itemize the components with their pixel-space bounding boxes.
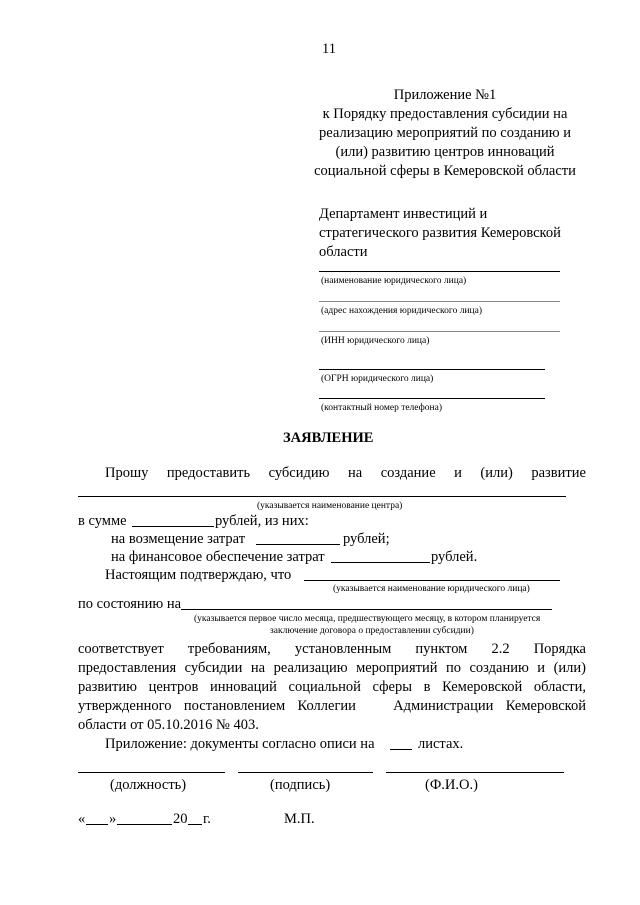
compliance-line-2: предоставления субсидии на реализацию мероприятий по созданию и (или) — [78, 660, 586, 676]
confirm-field[interactable] — [304, 580, 560, 581]
word: соответствует — [78, 641, 164, 657]
document-title: ЗАЯВЛЕНИЕ — [283, 430, 374, 446]
appendix-line: социальной сферы в Кемеровской области — [314, 163, 576, 179]
attachment-suffix: листах. — [418, 736, 464, 752]
phone-line[interactable] — [319, 398, 545, 399]
center-name-line[interactable] — [78, 496, 566, 497]
addressee-line: стратегического развития Кемеровской — [319, 225, 561, 241]
addressee-line: Департамент инвестиций и — [319, 206, 488, 222]
appendix-line: реализацию мероприятий по созданию и — [319, 125, 571, 141]
amount-suffix: рублей, из них: — [215, 513, 309, 529]
financing-label: на финансовое обеспечение затрат — [111, 549, 325, 565]
ogrn-line[interactable] — [319, 369, 545, 370]
compliance-line-5: области от 05.10.2016 № 403. — [78, 717, 259, 733]
position-line[interactable] — [78, 772, 225, 773]
compliance-line-3: развитию центров инноваций социальной сферы в Кемеровской области, — [78, 679, 586, 695]
phone-hint: (контактный номер телефона) — [321, 403, 442, 413]
amount-label: в сумме — [78, 513, 127, 529]
reimbursement-suffix: рублей; — [343, 531, 390, 547]
word: установленным — [294, 641, 392, 657]
sheets-count-field[interactable] — [390, 749, 412, 750]
year-field[interactable] — [188, 824, 202, 825]
confirm-hint: (указывается наименование юридического лица) — [333, 584, 530, 594]
word: развитие — [531, 465, 586, 481]
state-hint-2: заключение договора о предоставлении субсидии) — [270, 626, 474, 636]
inn-line[interactable] — [319, 331, 560, 332]
attachment-label: Приложение: документы согласно описи на — [105, 736, 375, 752]
addressee-block — [319, 205, 561, 262]
word: на — [347, 465, 363, 481]
appendix-line: (или) развитию центров инноваций — [335, 144, 555, 160]
stamp-mark: М.П. — [284, 811, 315, 827]
signature-line[interactable] — [238, 772, 373, 773]
legal-address-hint: (адрес нахождения юридического лица) — [321, 306, 482, 316]
state-hint-1: (указывается первое число месяца, предшествующего месяцу, в котором планируется — [194, 614, 541, 624]
date-open-quote: « — [78, 811, 86, 827]
reimbursement-label: на возмещение затрат — [111, 531, 246, 547]
word: предоставить — [166, 465, 251, 481]
state-field[interactable] — [181, 609, 552, 610]
request-line — [105, 464, 586, 483]
compliance-line-4: утвержденного постановлением Коллегии Администрации Кемеровской — [78, 698, 586, 714]
amount-field[interactable] — [132, 526, 214, 527]
word: и — [454, 465, 462, 481]
appendix-block — [300, 86, 590, 181]
signature-caption: (подпись) — [270, 777, 331, 793]
day-field[interactable] — [86, 824, 108, 825]
word: Порядка — [533, 641, 586, 657]
word: (или) — [480, 465, 513, 481]
center-hint: (указывается наименование центра) — [257, 501, 403, 511]
year-prefix: 20 — [173, 811, 188, 827]
ogrn-hint: (ОГРН юридического лица) — [321, 374, 434, 384]
month-field[interactable] — [117, 824, 172, 825]
state-label: по состоянию на — [78, 596, 182, 612]
word: требованиям, — [187, 641, 271, 657]
confirm-label: Настоящим подтверждаю, что — [105, 567, 292, 583]
word: пунктом — [415, 641, 468, 657]
word: создание — [380, 465, 436, 481]
position-caption: (должность) — [110, 777, 187, 793]
name-line[interactable] — [386, 772, 564, 773]
year-suffix: г. — [203, 811, 211, 827]
financing-suffix: рублей. — [431, 549, 478, 565]
page-number: 11 — [322, 41, 336, 57]
legal-name-line[interactable] — [319, 271, 560, 272]
word: Прошу — [105, 465, 149, 481]
appendix-line: к Порядку предоставления субсидии на — [322, 106, 568, 122]
legal-address-line[interactable] — [319, 301, 560, 302]
name-caption: (Ф.И.О.) — [425, 777, 478, 793]
compliance-line-1 — [78, 640, 586, 659]
appendix-line: Приложение №1 — [393, 87, 497, 103]
inn-hint: (ИНН юридического лица) — [321, 336, 430, 346]
reimbursement-field[interactable] — [256, 544, 340, 545]
word: 2.2 — [491, 641, 510, 657]
legal-name-hint: (наименование юридического лица) — [321, 276, 467, 286]
date-close-quote: » — [109, 811, 117, 827]
financing-field[interactable] — [331, 562, 430, 563]
addressee-line: области — [319, 244, 368, 260]
word: субсидию — [268, 465, 330, 481]
